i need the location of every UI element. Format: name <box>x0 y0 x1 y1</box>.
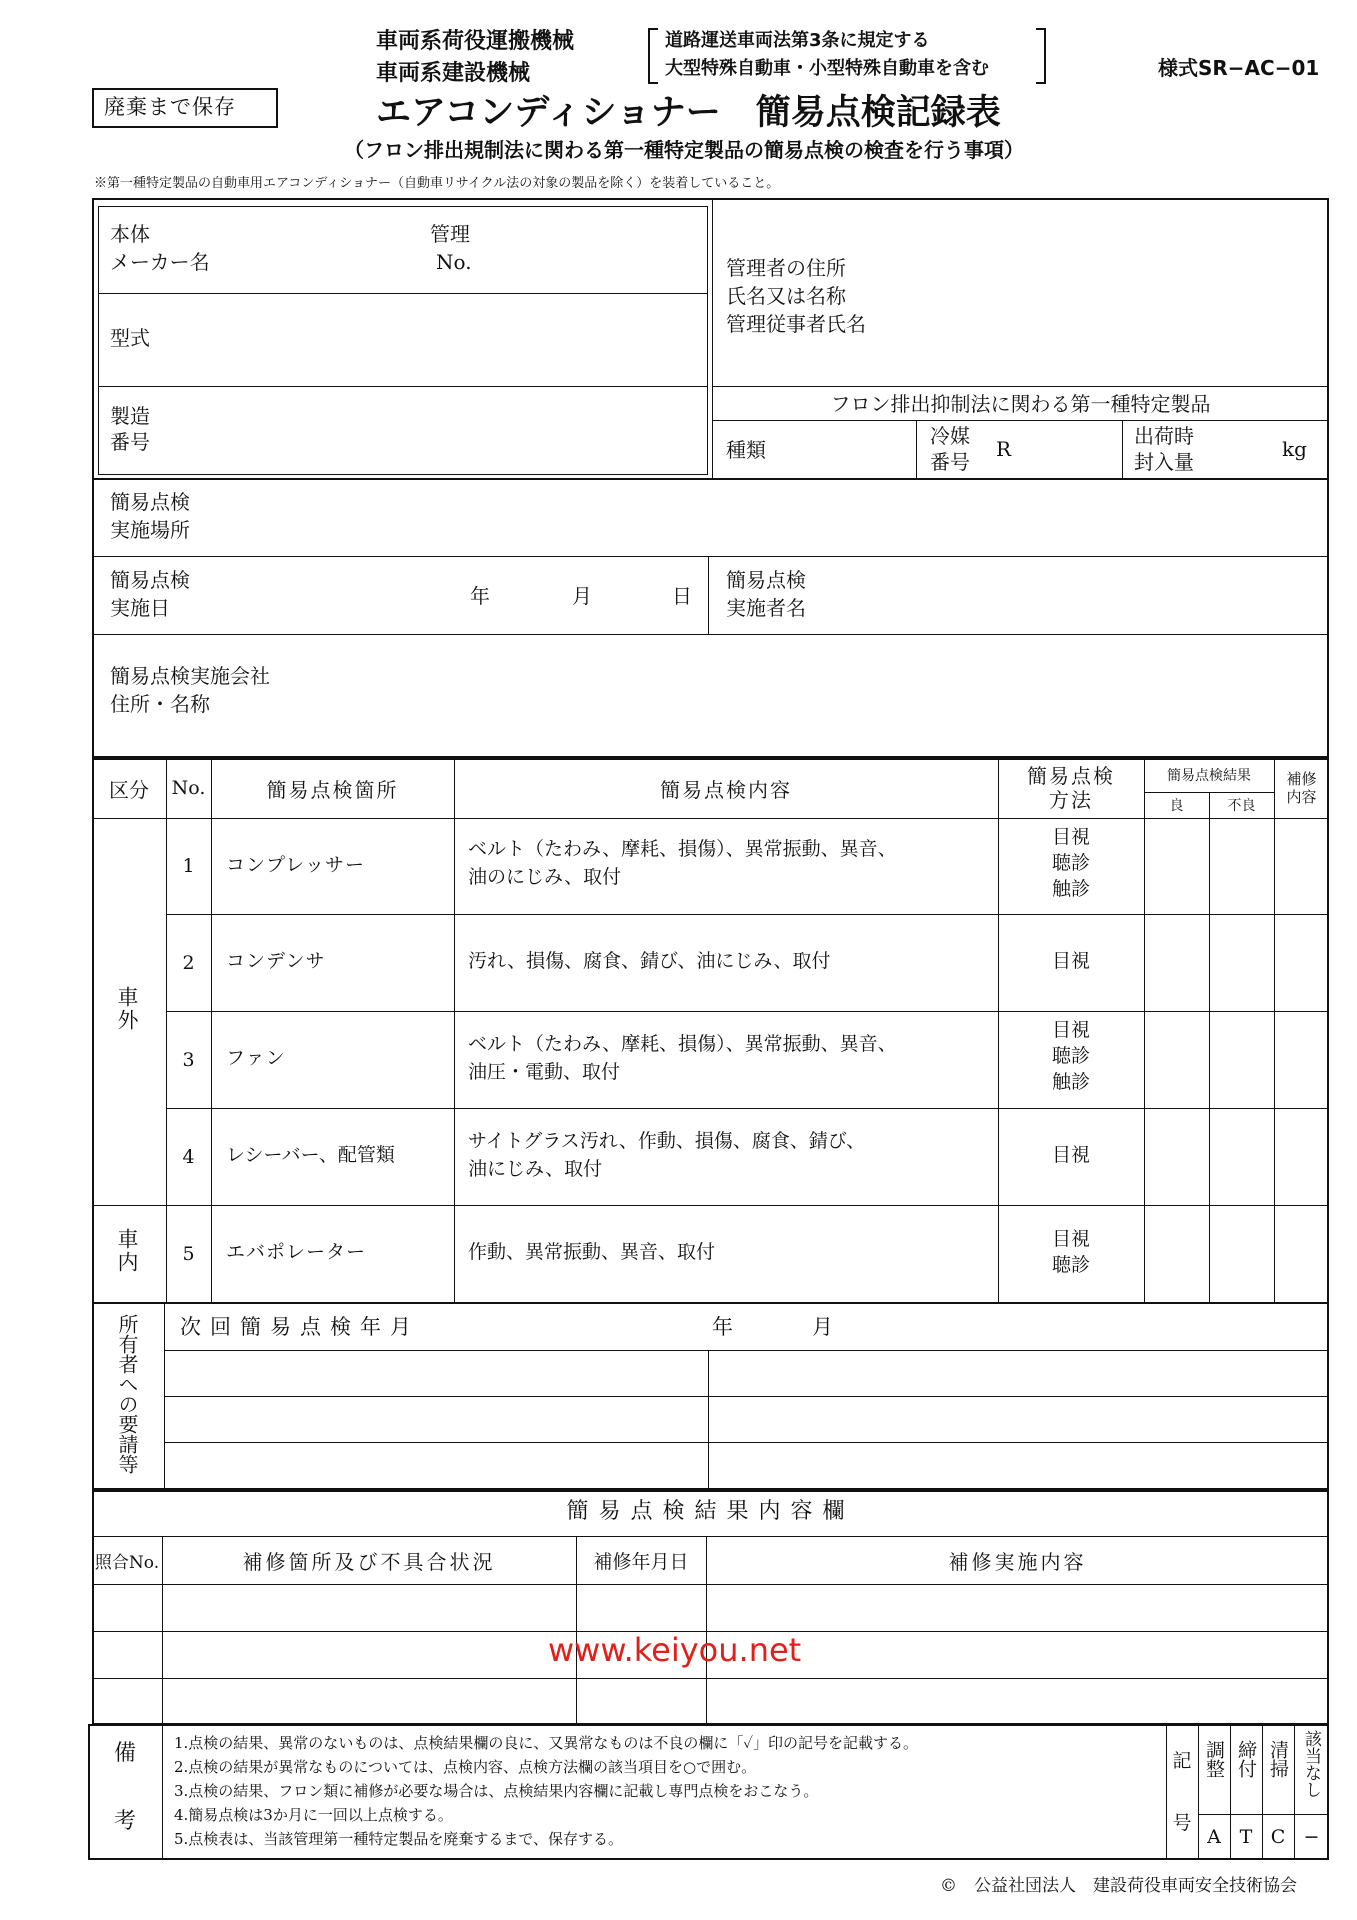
col-bad: 不良 <box>1227 798 1256 814</box>
results-col-no: 照合No. <box>94 1552 160 1573</box>
code-label-none: 該当なし <box>1301 1730 1321 1798</box>
row-1-method-3: 触診 <box>1051 878 1090 900</box>
company-label-1: 簡易点検実施会社 <box>110 664 270 688</box>
row-3-part: ファン <box>226 1047 286 1069</box>
row-1-content-1: ベルト（たわみ、摩耗、損傷）、異常振動、異音、 <box>468 838 897 860</box>
charge-label-1: 出荷時 <box>1134 424 1194 448</box>
bracket-line-1: 道路運送車両法第3条に規定する <box>665 30 930 51</box>
row-5-content-1: 作動、異常振動、異音、取付 <box>468 1241 716 1263</box>
row-3-content-2: 油圧・電動、取付 <box>468 1061 621 1083</box>
col-repair-1: 補修 <box>1286 770 1317 788</box>
symbol-label-2: 号 <box>1172 1812 1192 1834</box>
symbol-label-1: 記 <box>1172 1750 1192 1772</box>
form-note: ※第一種特定製品の自動車用エアコンディショナー（自動車リサイクル法の対象の製品を除く）を装着していること。 <box>94 176 780 191</box>
remark-3: 3.点検の結果、フロン類に補修が必要な場合は、点検結果内容欄に記載し専門点検をおこなう。 <box>174 1782 819 1800</box>
row-3-method-1: 目視 <box>1051 1019 1090 1041</box>
refrig-label-1: 冷媒 <box>930 424 970 448</box>
remarks-label-1: 備 <box>114 1741 137 1766</box>
request-label: 所有者への要請等 <box>115 1314 139 1474</box>
next-inspection-label: 次回簡易点検年月 <box>180 1315 420 1339</box>
row-4-part: レシーバー、配管類 <box>226 1144 395 1166</box>
row-3-content-1: ベルト（たわみ、摩耗、損傷）、異常振動、異音、 <box>468 1033 897 1055</box>
bracket-line-2: 大型特殊自動車・小型特殊自動車を含む <box>665 58 989 79</box>
group-inside: 車内 <box>115 1228 139 1274</box>
date-label-1: 簡易点検 <box>110 568 190 592</box>
model-label: 型式 <box>110 326 150 350</box>
company-label-2: 住所・名称 <box>110 692 210 716</box>
inspector-label-1: 簡易点検 <box>726 568 806 592</box>
manager-label-3: 管理従事者氏名 <box>726 312 866 336</box>
manager-label-1: 管理者の住所 <box>726 256 846 280</box>
serial-label-2: 番号 <box>110 430 150 454</box>
col-method-2: 方法 <box>1049 788 1093 812</box>
next-inspection-month: 月 <box>812 1315 833 1339</box>
results-title: 簡易点検結果内容欄 <box>566 1499 855 1524</box>
results-col-status: 補修箇所及び不具合状況 <box>242 1549 496 1574</box>
code-none: − <box>1303 1826 1320 1848</box>
maker-inner-frame <box>98 206 708 475</box>
inspector-label-2: 実施者名 <box>726 596 806 620</box>
charge-unit: kg <box>1282 437 1307 461</box>
col-method-1: 簡易点検 <box>1027 764 1115 788</box>
row-5-method-1: 目視 <box>1051 1228 1090 1250</box>
place-label-2: 実施場所 <box>110 518 190 542</box>
row-4-method-1: 目視 <box>1051 1144 1090 1166</box>
row-3-method-3: 触診 <box>1051 1071 1090 1093</box>
row-1-no: 1 <box>182 855 195 877</box>
row-1-method-1: 目視 <box>1051 826 1090 848</box>
row-2-no: 2 <box>182 951 195 974</box>
keep-label: 廃棄まで保存 <box>104 95 236 119</box>
col-content: 簡易点検内容 <box>660 777 792 802</box>
row-5-part: エバポレーター <box>226 1241 367 1263</box>
mgmt-label-1: 管理 <box>430 222 470 246</box>
form-code: 様式SR−AC−01 <box>1158 56 1320 80</box>
row-2-content-1: 汚れ、損傷、腐食、錆び、油にじみ、取付 <box>468 950 831 972</box>
col-repair-2: 内容 <box>1286 788 1317 806</box>
results-col-action: 補修実施内容 <box>948 1549 1087 1574</box>
code-t: T <box>1239 1826 1253 1848</box>
place-label-1: 簡易点検 <box>110 490 190 514</box>
code-a: A <box>1207 1826 1221 1848</box>
col-result: 簡易点検結果 <box>1167 768 1251 784</box>
category-line-2: 車両系建設機械 <box>376 61 531 86</box>
remark-5: 5.点検表は、当該管理第一種特定製品を廃棄するまで、保存する。 <box>174 1830 624 1848</box>
serial-label-1: 製造 <box>110 404 150 428</box>
maker-label-2: メーカー名 <box>110 250 210 274</box>
left-bracket <box>648 28 658 84</box>
date-label-2: 実施日 <box>110 596 170 620</box>
row-1-part: コンプレッサー <box>226 854 366 876</box>
col-part: 簡易点検箇所 <box>266 777 399 802</box>
results-col-date: 補修年月日 <box>593 1550 689 1573</box>
watermark: www.keiyou.net <box>548 1631 802 1669</box>
col-good: 良 <box>1169 798 1184 814</box>
row-4-content-2: 油にじみ、取付 <box>468 1158 603 1180</box>
right-bracket <box>1036 28 1046 84</box>
remark-4: 4.簡易点検は3か月に一回以上点検する。 <box>174 1806 453 1824</box>
form-title: エアコンディショナー 簡易点検記録表 <box>376 93 1001 133</box>
refrig-label-2: 番号 <box>930 450 970 474</box>
date-day: 日 <box>672 584 692 608</box>
row-1-method-2: 聴診 <box>1051 852 1090 874</box>
date-year: 年 <box>470 584 490 608</box>
code-c: C <box>1270 1826 1286 1848</box>
row-2-method-1: 目視 <box>1051 950 1090 972</box>
row-1-content-2: 油のにじみ、取付 <box>468 866 622 888</box>
form-subtitle: （フロン排出規制法に関わる第一種特定製品の簡易点検の検査を行う事項） <box>344 138 1024 162</box>
footer-copyright: © 公益社団法人 建設荷役車両安全技術協会 <box>940 1876 1297 1896</box>
date-month: 月 <box>572 584 592 608</box>
code-label-tighten: 締付 <box>1235 1740 1257 1778</box>
next-inspection-year: 年 <box>712 1315 733 1339</box>
mgmt-label-2: No. <box>436 250 472 274</box>
row-2-part: コンデンサ <box>226 950 326 972</box>
code-label-clean: 清掃 <box>1267 1740 1289 1778</box>
remarks-label-2: 考 <box>114 1809 137 1834</box>
manager-label-2: 氏名又は名称 <box>726 284 846 308</box>
category-line-1: 車両系荷役運搬機械 <box>376 29 575 54</box>
row-5-method-2: 聴診 <box>1051 1254 1090 1276</box>
row-5-no: 5 <box>182 1242 195 1265</box>
charge-label-2: 封入量 <box>1134 450 1194 474</box>
row-4-content-1: サイトグラス汚れ、作動、損傷、腐食、錆び、 <box>468 1130 866 1152</box>
code-label-adjust: 調整 <box>1203 1740 1225 1778</box>
row-3-method-2: 聴診 <box>1051 1045 1090 1067</box>
row-3-no: 3 <box>182 1048 195 1071</box>
product-header: フロン排出抑制法に関わる第一種特定製品 <box>830 392 1211 416</box>
remark-1: 1.点検の結果、異常のないものは、点検結果欄の良に、又異常なものは不良の欄に「✓」印の記号を記載する。 <box>174 1734 918 1752</box>
kind-label: 種類 <box>726 438 766 462</box>
row-4-no: 4 <box>182 1145 195 1168</box>
remark-2: 2.点検の結果が異常なものについては、点検内容、点検方法欄の該当項目を○で囲む。 <box>174 1758 757 1776</box>
maker-label-1: 本体 <box>110 222 150 246</box>
group-outside: 車外 <box>115 986 139 1032</box>
refrig-r: R <box>996 437 1012 461</box>
col-no: No. <box>171 777 206 799</box>
col-kubun: 区分 <box>109 777 149 802</box>
